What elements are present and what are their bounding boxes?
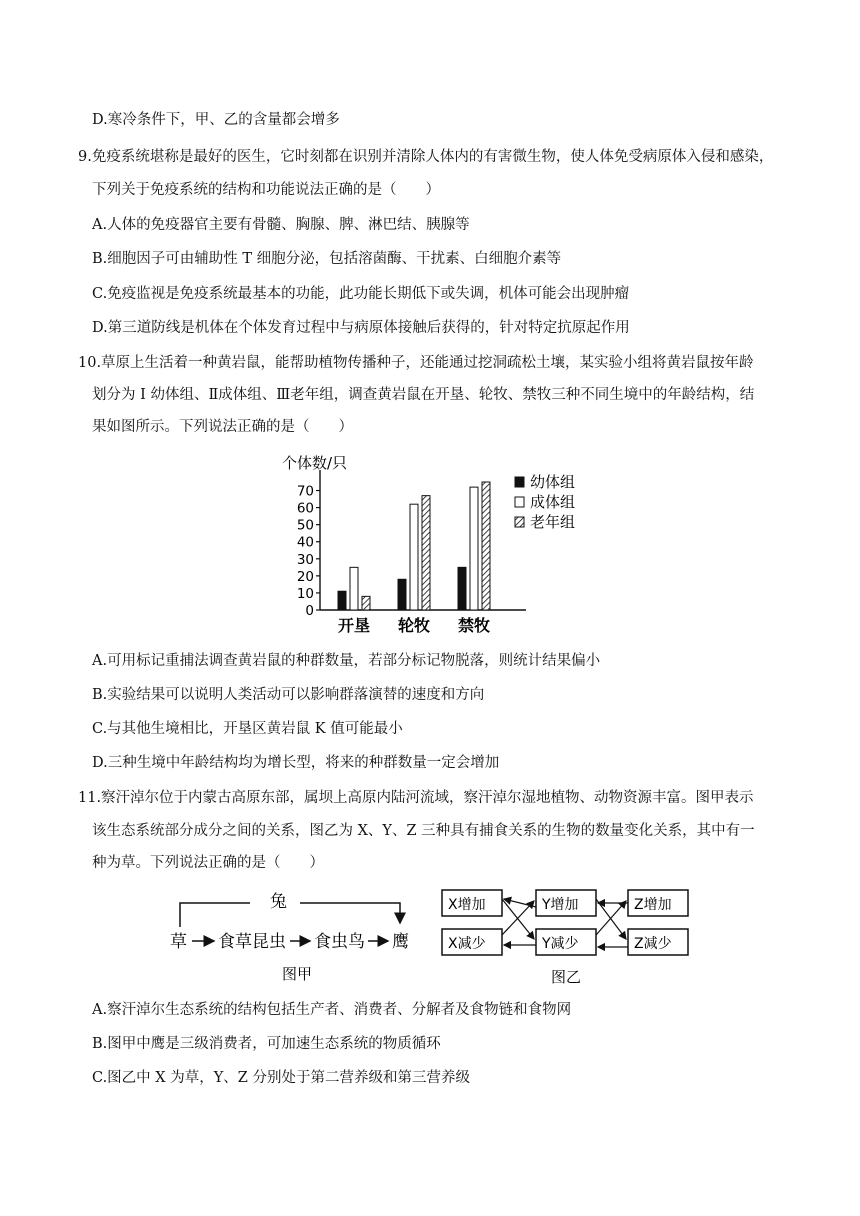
y-tick-label: 40 bbox=[296, 534, 314, 551]
bar-2-0 bbox=[458, 567, 466, 610]
z-up-label: Z增加 bbox=[634, 897, 672, 913]
bar-1-1 bbox=[410, 504, 418, 610]
q8-option-d: D.寒冷条件下，甲、乙的含量都会增多 bbox=[92, 112, 340, 128]
q9-option-d: D.第三道防线是机体在个体发育过程中与病原体接触后获得的，针对特定抗原起作用 bbox=[92, 320, 630, 336]
q10-stem-1: 10.草原上生活着一种黄岩鼠，能帮助植物传播种子，还能通过挖洞疏松土壤，某实验小组将黄岩鼠按年龄 bbox=[78, 355, 754, 371]
arrow-ydown-zup bbox=[596, 901, 626, 935]
y-tick-label: 20 bbox=[296, 568, 314, 585]
q10-stem-2: 划分为 I 幼体组、Ⅱ成体组、Ⅲ老年组，调查黄岩鼠在开垦、轮牧、禁牧三种不同生境中的年龄结构，结 bbox=[92, 387, 755, 403]
q9-option-a: A.人体的免疫器官主要有骨髓、胸腺、脾、淋巴结、胰腺等 bbox=[92, 217, 470, 233]
bird-label: 食虫鸟 bbox=[314, 932, 365, 952]
q11-option-c: C.图乙中 X 为草，Y、Z 分别处于第二营养级和第三营养级 bbox=[92, 1070, 470, 1086]
grass-to-rabbit-line bbox=[180, 903, 250, 927]
q11-option-b: B.图甲中鹰是三级消费者，可加速生态系统的物质循环 bbox=[92, 1036, 441, 1052]
figure-a-caption: 图甲 bbox=[282, 965, 313, 983]
y-tick-label: 50 bbox=[296, 517, 314, 534]
legend-label: 幼体组 bbox=[530, 473, 576, 491]
arrow-xdown-yup bbox=[502, 901, 534, 935]
x-down-label: X减少 bbox=[448, 936, 486, 952]
q10-option-d: D.三种生境中年龄结构均为增长型，将来的种群数量一定会增加 bbox=[92, 755, 500, 771]
legend-label: 老年组 bbox=[530, 513, 576, 531]
bar-0-0 bbox=[338, 591, 346, 610]
y-tick-label: 60 bbox=[296, 500, 314, 517]
legend-label: 成体组 bbox=[530, 493, 576, 511]
q10-option-a: A.可用标记重捕法调查黄岩鼠的种群数量，若部分标记物脱落，则统计结果偏小 bbox=[92, 653, 601, 669]
y-up-label: Y增加 bbox=[542, 897, 579, 913]
x-up-label: X增加 bbox=[448, 897, 486, 913]
bar-0-2 bbox=[362, 596, 370, 610]
q10-stem-3: 果如图所示。下列说法正确的是（ ） bbox=[92, 419, 353, 435]
q11-option-a: A.察汗淖尔生态系统的结构包括生产者、消费者、分解者及食物链和食物网 bbox=[92, 1002, 572, 1018]
figure-a-food-web bbox=[160, 885, 430, 985]
y-tick-label: 70 bbox=[296, 483, 314, 500]
y-tick-label: 0 bbox=[305, 603, 314, 619]
insect-label: 食草昆虫 bbox=[218, 932, 286, 952]
q11-stem-2: 该生态系统部分成分之间的关系，图乙为 X、Y、Z 三种具有捕食关系的生物的数量变化关系，其中有一 bbox=[92, 823, 755, 839]
grass-label: 草 bbox=[170, 932, 187, 952]
bar-1-0 bbox=[398, 579, 406, 610]
q10-option-c: C.与其他生境相比，开垦区黄岩鼠 K 值可能最小 bbox=[92, 721, 403, 737]
bar-0-1 bbox=[350, 567, 358, 610]
age-structure-bar-chart bbox=[270, 448, 600, 638]
y-down-label: Y减少 bbox=[542, 936, 579, 952]
figure-b-population-relation bbox=[438, 885, 698, 990]
q9-stem-2: 下列关于免疫系统的结构和功能说法正确的是（ ） bbox=[92, 182, 440, 198]
q10-option-b: B.实验结果可以说明人类活动可以影响群落演替的速度和方向 bbox=[92, 687, 485, 703]
bar-2-2 bbox=[482, 482, 490, 610]
bar-2-1 bbox=[470, 487, 478, 610]
y-tick-label: 10 bbox=[296, 585, 314, 602]
x-category-label: 轮牧 bbox=[397, 616, 431, 635]
y-axis-label: 个体数/只 bbox=[282, 454, 348, 472]
q11-stem-1: 11.察汗淖尔位于内蒙古高原东部，属坝上高原内陆河流域，察汗淖尔湿地植物、动物资源丰富。图甲表示 bbox=[78, 790, 754, 806]
arrow-yup-zdown bbox=[596, 899, 626, 939]
legend-swatch bbox=[515, 517, 524, 527]
eagle-label: 鹰 bbox=[392, 932, 409, 952]
rabbit-to-eagle-arrow bbox=[300, 903, 400, 923]
y-tick-label: 30 bbox=[296, 551, 314, 568]
z-down-label: Z减少 bbox=[634, 936, 672, 952]
q11-stem-3: 种为草。下列说法正确的是（ ） bbox=[92, 855, 324, 871]
legend-swatch bbox=[515, 497, 524, 507]
q9-option-b: B.细胞因子可由辅助性 T 细胞分泌，包括溶菌酶、干扰素、白细胞介素等 bbox=[92, 251, 562, 267]
q9-option-c: C.免疫监视是免疫系统最基本的功能，此功能长期低下或失调，机体可能会出现肿瘤 bbox=[92, 286, 630, 302]
x-category-label: 开垦 bbox=[337, 616, 371, 635]
arrow-yup-xup bbox=[504, 899, 536, 907]
bar-1-2 bbox=[422, 496, 430, 610]
x-category-label: 禁牧 bbox=[457, 616, 491, 635]
rabbit-label: 兔 bbox=[270, 892, 287, 912]
legend-swatch bbox=[515, 477, 524, 487]
q9-stem-1: 9.免疫系统堪称是最好的医生，它时刻都在识别并清除人体内的有害微生物，使人体免受病原体入侵和感染， bbox=[78, 149, 774, 165]
figure-b-caption: 图乙 bbox=[551, 968, 582, 986]
